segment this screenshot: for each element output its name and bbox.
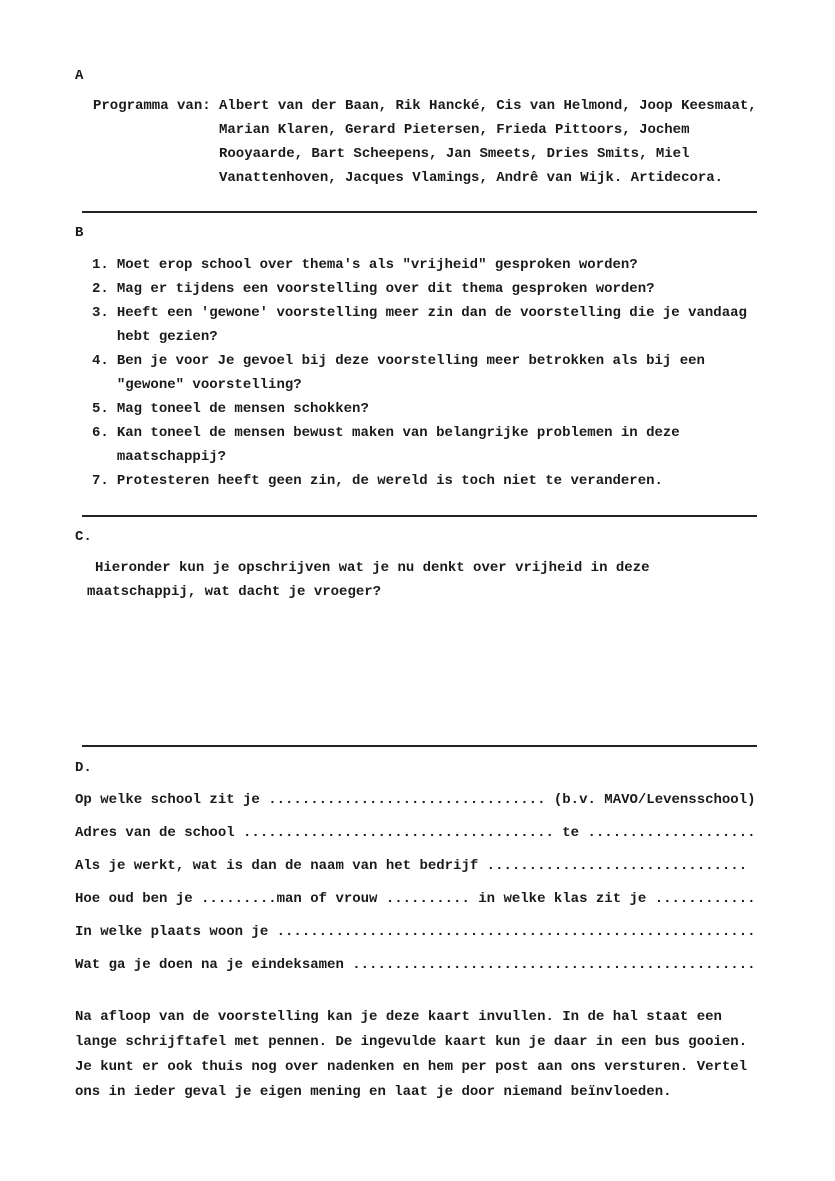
question-text <box>117 421 680 469</box>
question-number: 1. <box>92 257 109 273</box>
form-field-line-bedrijf: Als je werkt, wat is dan de naam van het bedrijf ............................... <box>75 858 748 874</box>
section-c-label: C. <box>75 529 92 545</box>
question-line: Mag toneel de mensen schokken? <box>116 401 369 417</box>
form-field-line-eindeksamen: Wat ga je doen na je eindeksamen ................................................ <box>75 957 756 973</box>
question-row <box>92 277 835 301</box>
section-a-label: A <box>75 68 84 84</box>
credits-block <box>75 94 835 190</box>
credits-line: Vanattenhoven, Jacques Vlamings, Andrê van Wijk. Artidecora. <box>219 170 724 186</box>
question-line: maatschappij? <box>116 449 227 465</box>
closing-line: Je kunt er ook thuis nog over nadenken en hem per post aan ons versturen. Vertel <box>75 1059 748 1075</box>
question-line: Mag er tijdens een voorstelling over dit thema gesproken worden? <box>116 281 655 297</box>
question-line: "gewone" voorstelling? <box>116 377 302 393</box>
credits-line: Programma van: Albert van der Baan, Rik Hancké, Cis van Helmond, Joop Keesmaat, <box>93 98 757 114</box>
question-list <box>75 253 835 493</box>
question-row <box>92 421 835 469</box>
closing-line: ons in ieder geval je eigen mening en laat je door niemand beïnvloeden. <box>75 1084 672 1100</box>
open-question-line: Hieronder kun je opschrijven wat je nu denkt over vrijheid in deze <box>95 560 650 576</box>
question-row <box>92 469 835 493</box>
question-number: 3. <box>92 305 109 321</box>
closing-line: Na afloop van de voorstelling kan je deze kaart invullen. In de hal staat een <box>75 1009 722 1025</box>
question-text <box>117 253 638 277</box>
question-number: 2. <box>92 281 109 297</box>
form-field-line-school: Op welke school zit je ................................. (b.v. MAVO/Levensschool) <box>75 792 756 808</box>
form-field-line-leeftijd: Hoe oud ben je .........man of vrouw .......... in welke klas zit je ............ <box>75 891 756 907</box>
open-question-block <box>87 556 835 604</box>
section-divider <box>82 211 757 213</box>
section-divider <box>82 745 757 747</box>
question-row <box>92 349 835 397</box>
question-number: 6. <box>92 425 109 441</box>
question-number: 5. <box>92 401 109 417</box>
question-row <box>92 301 835 349</box>
question-number: 4. <box>92 353 109 369</box>
question-row <box>92 397 835 421</box>
closing-line: lange schrijftafel met pennen. De ingevulde kaart kun je daar in een bus gooien. <box>75 1034 748 1050</box>
question-line: Heeft een 'gewone' voorstelling meer zin dan de voorstelling die je vandaag <box>116 305 747 321</box>
section-b-label: B <box>75 225 84 241</box>
credits-line: Marian Klaren, Gerard Pietersen, Frieda Pittoors, Jochem <box>219 122 690 138</box>
open-question-line: maatschappij, wat dacht je vroeger? <box>87 584 382 600</box>
form-block <box>75 784 835 982</box>
question-line: hebt gezien? <box>116 329 218 345</box>
section-d-label: D. <box>75 760 92 776</box>
question-line: Kan toneel de mensen bewust maken van belangrijke problemen in deze <box>116 425 680 441</box>
closing-paragraph <box>75 1005 835 1105</box>
section-divider <box>82 515 757 517</box>
question-text <box>117 277 655 301</box>
question-text <box>117 301 747 349</box>
question-text <box>117 397 369 421</box>
question-number: 7. <box>92 473 109 489</box>
form-field-line-plaats: In welke plaats woon je ......................................................... <box>75 924 756 940</box>
question-line: Ben je voor Je gevoel bij deze voorstelling meer betrokken als bij een <box>116 353 705 369</box>
question-text <box>117 469 663 493</box>
question-line: Protesteren heeft geen zin, de wereld is toch niet te veranderen. <box>116 473 663 489</box>
question-line: Moet erop school over thema's als "vrijheid" gesproken worden? <box>116 257 638 273</box>
form-field-line-adres: Adres van de school ..................................... te .................... <box>75 825 756 841</box>
question-row <box>92 253 835 277</box>
credits-line: Rooyaarde, Bart Scheepens, Jan Smeets, Dries Smits, Miel <box>219 146 690 162</box>
question-text <box>117 349 705 397</box>
